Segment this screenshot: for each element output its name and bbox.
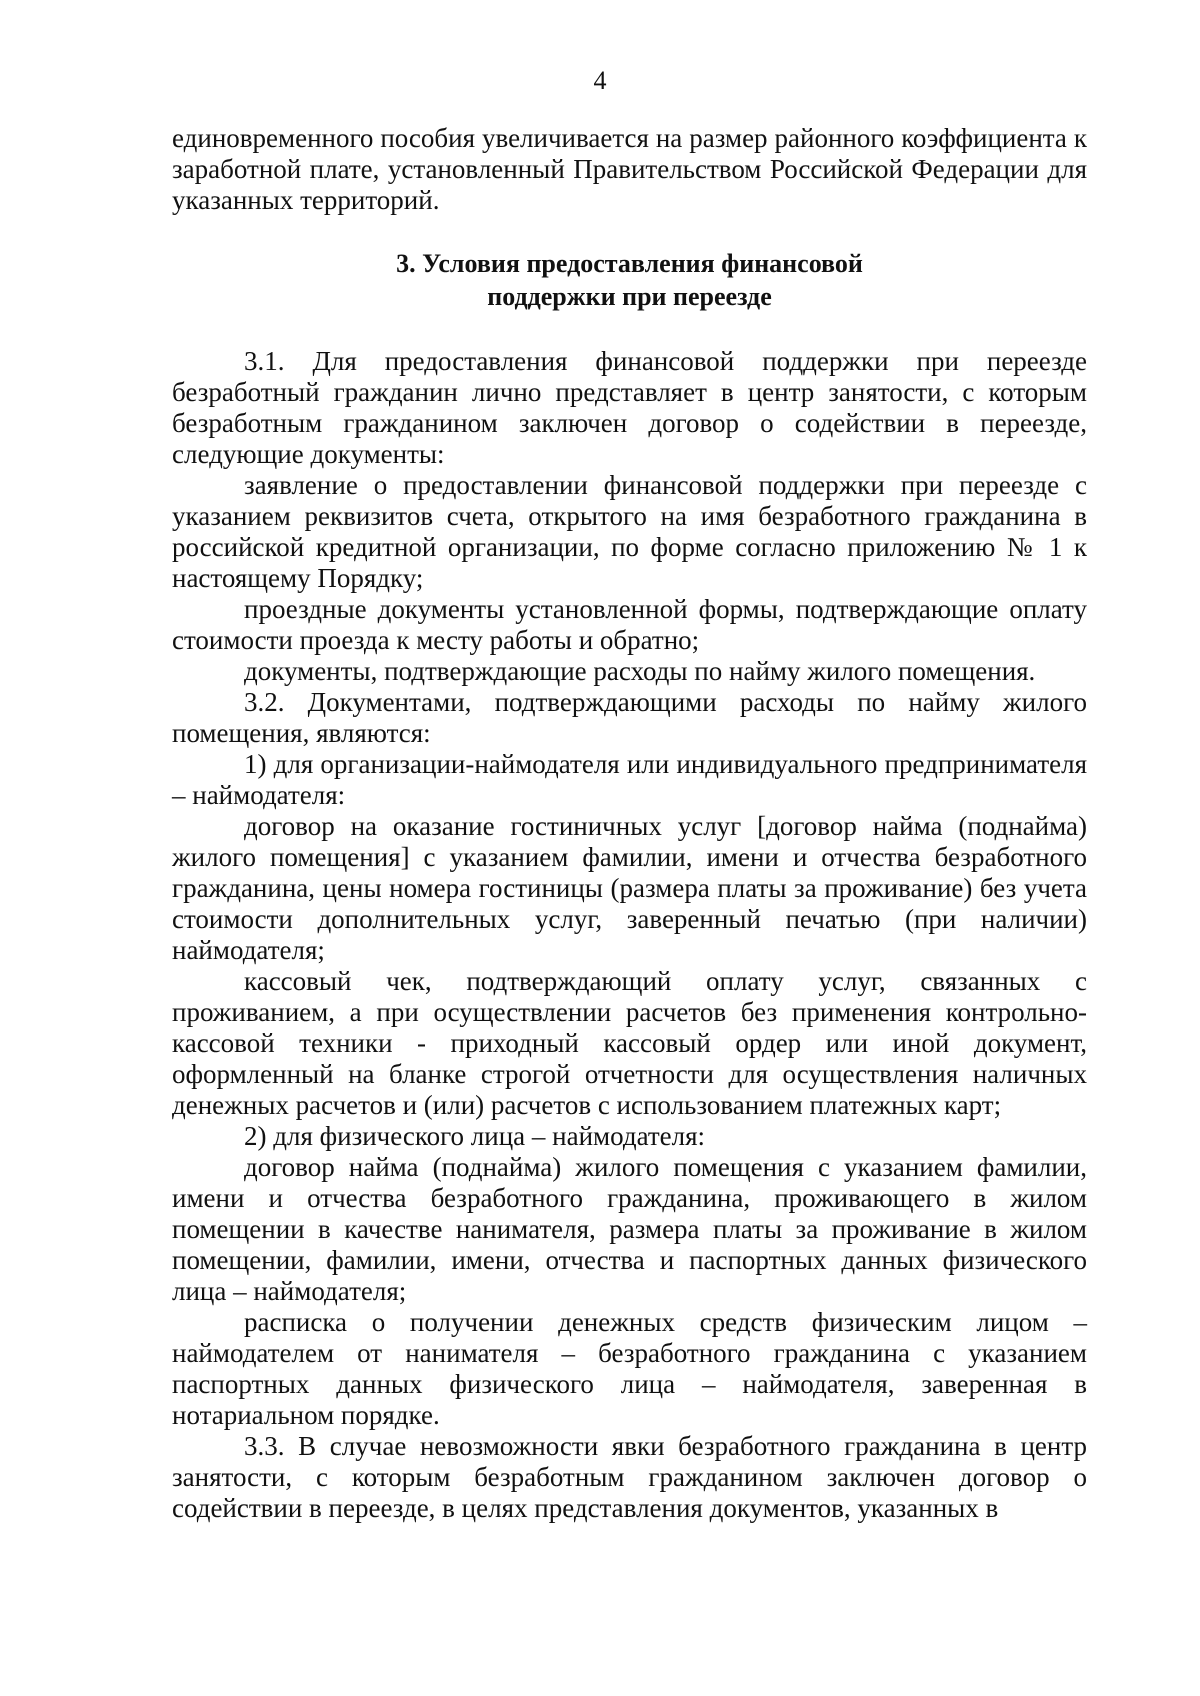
paragraph-3-3: 3.3. В случае невозможности явки безработного гражданина в центр занятости, с которым безработным гражданином заключен договор о содействии в переезде, в целях представления документов, указанных в bbox=[172, 1431, 1087, 1523]
list-item-1-contract: договор на оказание гостиничных услуг [договор найма (поднайма) жилого помещения] с указанием фамилии, имени и отчества безработного гражданина, цены номера гостиницы (размера платы за проживание) без учета стоимости дополнительных услуг, заверенный печатью (при наличии) наймодателя; bbox=[172, 811, 1087, 965]
page-body bbox=[172, 123, 1087, 1524]
continuation-paragraph: единовременного пособия увеличивается на размер районного коэффициента к заработной плате, установленный Правительством Российской Федерации для указанных территорий. bbox=[172, 123, 1087, 215]
list-item-2-individual: 2) для физического лица – наймодателя: bbox=[244, 1121, 706, 1151]
list-item-2-receipt: расписка о получении денежных средств физическим лицом – наймодателем от нанимателя – безработного гражданина с указанием паспортных данных физического лица – наймодателя, заверенная в нотариальном порядке. bbox=[172, 1307, 1087, 1430]
section-heading-line2: поддержки при переезде bbox=[487, 282, 772, 311]
section-heading bbox=[172, 247, 1087, 313]
section-heading-line1: 3. Условия предоставления финансовой bbox=[396, 249, 863, 278]
list-item-application: заявление о предоставлении финансовой поддержки при переезде с указанием реквизитов счета, открытого на имя безработного гражданина в российской кредитной организации, по форме согласно приложению № 1 к настоящему Порядку; bbox=[172, 470, 1087, 593]
page-number: 4 bbox=[593, 66, 607, 95]
list-item-1-organization: 1) для организации-наймодателя или индивидуального предпринимателя – наймодателя: bbox=[172, 749, 1087, 810]
list-item-travel-documents: проездные документы установленной формы, подтверждающие оплату стоимости проезда к месту работы и обратно; bbox=[172, 594, 1087, 655]
paragraph-3-1: 3.1. Для предоставления финансовой поддержки при переезде безработный гражданин лично представляет в центр занятости, с которым безработным гражданином заключен договор о содействии в переезде, следующие документы: bbox=[172, 346, 1087, 469]
list-item-rent-documents: документы, подтверждающие расходы по найму жилого помещения. bbox=[244, 656, 1036, 686]
paragraph-3-2: 3.2. Документами, подтверждающими расходы по найму жилого помещения, являются: bbox=[172, 687, 1087, 748]
list-item-1-receipt: кассовый чек, подтверждающий оплату услуг, связанных с проживанием, а при осуществлении расчетов без применения контрольно-кассовой техники - приходный кассовый ордер или иной документ, оформленный на бланке строгой отчетности для осуществления наличных денежных расчетов и (или) расчетов с использованием платежных карт; bbox=[172, 966, 1087, 1120]
list-item-2-contract: договор найма (поднайма) жилого помещения с указанием фамилии, имени и отчества безработного гражданина, проживающего в жилом помещении в качестве нанимателя, размера платы за проживание в жилом помещении, фамилии, имени, отчества и паспортных данных физического лица – наймодателя; bbox=[172, 1152, 1087, 1306]
